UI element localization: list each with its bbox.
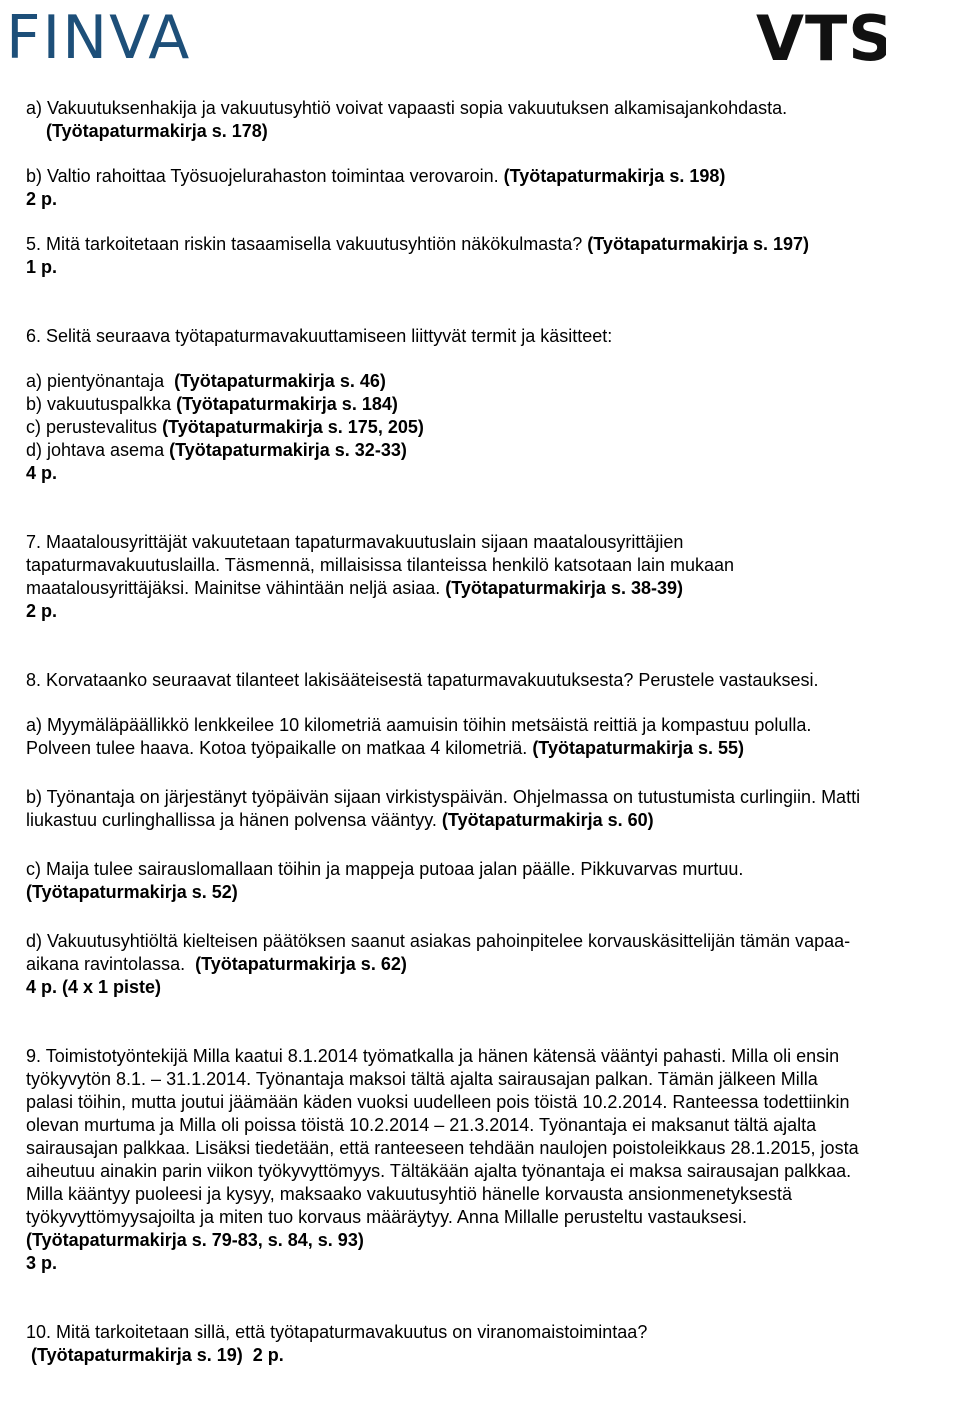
text-block [26, 370, 960, 485]
spacer [26, 692, 960, 714]
reference-text: 1 p. [26, 257, 58, 277]
text-line [26, 256, 960, 279]
reference-text: (Työtapaturmakirja s. 184) [176, 394, 398, 414]
spacer [26, 760, 960, 786]
document-body [26, 97, 960, 1367]
body-text: a) Myymäläpäällikkö lenkkeilee 10 kilometriä aamuisin töihin metsäistä reittiä ja kompastuu polulla. [26, 715, 812, 735]
text-line [26, 233, 960, 256]
finva-logo-text: FINVA [6, 3, 192, 66]
spacer [26, 279, 960, 325]
body-text: työkyvytön 8.1. – 31.1.2014. Työnantaja maksoi tältä ajalta sairausajan palkan. Tämän jälkeen Milla [26, 1069, 818, 1089]
body-text: c) perustevalitus [26, 417, 163, 437]
reference-text: (Työtapaturmakirja s. 19) 2 p. [31, 1345, 284, 1365]
spacer [26, 999, 960, 1045]
body-text: 5. Mitä tarkoitetaan riskin tasaamisella vakuutusyhtiön näkökulmasta? [26, 234, 588, 254]
text-block [26, 1045, 960, 1275]
body-text: b) vakuutuspalkka [26, 394, 177, 414]
body-text: 7. Maatalousyrittäjät vakuutetaan tapaturmavakuutuslain sijaan maatalousyrittäjien [26, 532, 684, 552]
body-text: työkyvyttömyysajoilta ja miten tuo korvaus määräytyy. Anna Millalle perusteltu vastauksesi. [26, 1207, 747, 1227]
finva-logo [6, 2, 206, 71]
text-block [26, 858, 960, 904]
text-line [26, 1045, 960, 1068]
text-line [26, 188, 960, 211]
reference-text: (Työtapaturmakirja s. 46) [174, 371, 386, 391]
text-line [26, 1321, 960, 1344]
body-text: c) Maija tulee sairauslomallaan töihin ja mappeja putoaa jalan päälle. Pikkuvarvas murtuu. [26, 859, 744, 879]
text-line [26, 1091, 960, 1114]
reference-text: (Työtapaturmakirja s. 62) [195, 954, 407, 974]
reference-text: (Työtapaturmakirja s. 197) [587, 234, 810, 254]
text-line [26, 462, 960, 485]
text-line [26, 881, 960, 904]
body-text: 9. Toimistotyöntekijä Milla kaatui 8.1.2014 työmatkalla ja hänen kätensä vääntyi pahasti. Milla oli ensin [26, 1046, 840, 1066]
text-line [26, 786, 960, 809]
text-line [26, 809, 960, 832]
text-block [26, 97, 960, 143]
text-line [26, 1344, 960, 1367]
body-text: sairausajan palkkaa. Lisäksi tiedetään, että ranteeseen tehdään naulojen poistoleikkaus 28.1.2015, josta [26, 1138, 859, 1158]
text-line [26, 577, 960, 600]
spacer [26, 348, 960, 370]
spacer [26, 623, 960, 669]
body-text: d) Vakuutusyhtiöltä kielteisen päätöksen saanut asiakas pahoinpitelee korvauskäsittelijän tämän vapaa- [26, 931, 851, 951]
reference-text: (Työtapaturmakirja s. 198) [503, 166, 726, 186]
reference-text: 4 p. [26, 463, 58, 483]
text-line [26, 554, 960, 577]
text-line [26, 97, 960, 120]
text-block [26, 714, 960, 760]
text-line [26, 165, 960, 188]
spacer [26, 485, 960, 531]
reference-text: (Työtapaturmakirja s. 55) [532, 738, 745, 758]
text-line [26, 1160, 960, 1183]
text-block [26, 325, 960, 348]
body-text: 10. Mitä tarkoitetaan sillä, että työtapaturmavakuutus on viranomaistoimintaa? [26, 1322, 648, 1342]
text-line [26, 714, 960, 737]
reference-text: (Työtapaturmakirja s. 60) [441, 810, 654, 830]
spacer [26, 832, 960, 858]
body-text: olevan murtuma ja Milla oli poissa töistä 10.2.2014 – 21.3.2014. Työnantaja ei maksanut tältä ajalta [26, 1115, 817, 1135]
body-text: aiheutuu ainakin parin viikon työkyvyttömyys. Tältäkään ajalta työnantaja ei maksa sairausajan palkkaa. [26, 1161, 852, 1181]
text-line [26, 120, 960, 143]
body-text: 6. Selitä seuraava työtapaturmavakuuttamiseen liittyvät termit ja käsitteet: [26, 326, 613, 346]
body-text: Polveen tulee haava. Kotoa työpaikalle on matkaa 4 kilometriä. [26, 738, 533, 758]
body-text: b) Työnantaja on järjestänyt työpäivän sijaan virkistyspäivän. Ohjelmassa on tutustumista curlingiin. Matti [26, 787, 861, 807]
spacer [26, 1275, 960, 1321]
text-line [26, 416, 960, 439]
text-line [26, 930, 960, 953]
spacer [26, 143, 960, 165]
reference-text: (Työtapaturmakirja s. 178) [46, 121, 268, 141]
reference-text: 3 p. [26, 1253, 58, 1273]
reference-text: 4 p. (4 x 1 piste) [26, 977, 162, 997]
vts-logo-text: VTS [756, 4, 886, 68]
text-line [26, 531, 960, 554]
text-block [26, 233, 960, 279]
spacer [26, 211, 960, 233]
body-text: a) pientyönantaja [26, 371, 175, 391]
text-line [26, 439, 960, 462]
text-line [26, 669, 960, 692]
text-line [26, 1137, 960, 1160]
text-line [26, 600, 960, 623]
text-block [26, 1321, 960, 1367]
text-line [26, 858, 960, 881]
reference-text: (Työtapaturmakirja s. 52) [26, 882, 238, 902]
body-text: maatalousyrittäjäksi. Mainitse vähintään neljä asiaa. [26, 578, 446, 598]
text-line [26, 976, 960, 999]
body-text: b) Valtio rahoittaa Työsuojelurahaston toimintaa verovaroin. [26, 166, 504, 186]
reference-text: (Työtapaturmakirja s. 79-83, s. 84, s. 93) [26, 1230, 364, 1250]
text-line [26, 737, 960, 760]
body-text: d) johtava asema [26, 440, 170, 460]
reference-text: (Työtapaturmakirja s. 32-33) [169, 440, 407, 460]
text-block [26, 165, 960, 211]
reference-text: 2 p. [26, 189, 58, 209]
body-text: liukastuu curlinghallissa ja hänen polvensa vääntyy. [26, 810, 442, 830]
body-text: a) Vakuutuksenhakija ja vakuutusyhtiö voivat vapaasti sopia vakuutuksen alkamisajankohdasta. [26, 98, 788, 118]
text-block [26, 669, 960, 692]
body-text: palasi töihin, mutta joutui jäämään käden vuoksi uudelleen pois töistä 10.2.2014. Ranteessa todettiinkin [26, 1092, 850, 1112]
text-block [26, 786, 960, 832]
text-line [26, 1206, 960, 1229]
reference-text: (Työtapaturmakirja s. 175, 205) [162, 417, 424, 437]
text-line [26, 393, 960, 416]
text-line [26, 1229, 960, 1252]
text-line [26, 1114, 960, 1137]
body-text [26, 121, 46, 141]
text-line [26, 325, 960, 348]
text-line [26, 953, 960, 976]
vts-logo [756, 4, 886, 73]
spacer [26, 904, 960, 930]
reference-text: 2 p. [26, 601, 58, 621]
text-block [26, 930, 960, 999]
text-line [26, 370, 960, 393]
body-text: 8. Korvataanko seuraavat tilanteet lakisääteisestä tapaturmavakuutuksesta? Perustele vastauksesi. [26, 670, 819, 690]
text-line [26, 1183, 960, 1206]
text-line [26, 1252, 960, 1275]
text-block [26, 531, 960, 623]
body-text: tapaturmavakuutuslailla. Täsmennä, millaisissa tilanteissa henkilö katsotaan lain mukaan [26, 555, 735, 575]
text-line [26, 1068, 960, 1091]
body-text: aikana ravintolassa. [26, 954, 196, 974]
reference-text: (Työtapaturmakirja s. 38-39) [445, 578, 683, 598]
body-text: Milla kääntyy puoleesi ja kysyy, maksaako vakuutusyhtiö hänelle korvausta ansionmenetyksestä [26, 1184, 793, 1204]
